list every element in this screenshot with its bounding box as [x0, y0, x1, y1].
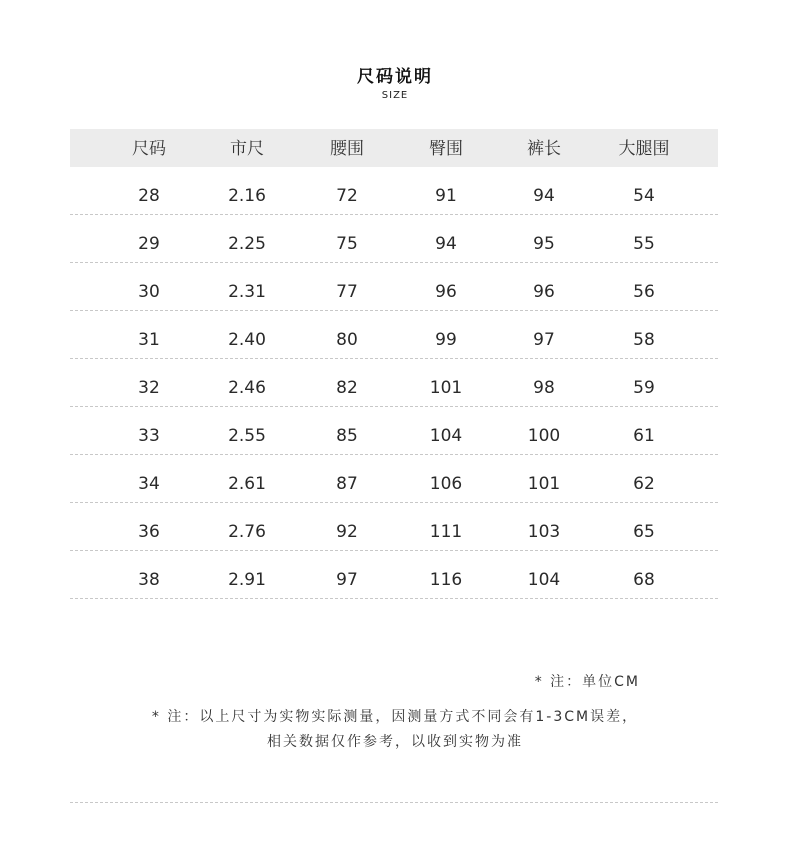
table-cell: 29 — [138, 234, 160, 254]
table-cell: 82 — [336, 378, 358, 398]
table-cell: 116 — [429, 570, 463, 590]
table-cell: 68 — [633, 570, 655, 590]
header-size: 尺码 — [132, 139, 166, 159]
table-row — [70, 455, 718, 503]
table-cell: 100 — [527, 426, 561, 446]
table-cell: 33 — [138, 426, 160, 446]
table-cell: 62 — [633, 474, 655, 494]
table-cell: 55 — [633, 234, 655, 254]
bottom-divider — [70, 802, 718, 803]
table-cell: 38 — [138, 570, 160, 590]
table-cell: 96 — [435, 282, 457, 302]
table-cell: 2.40 — [228, 330, 266, 350]
header-market-size: 市尺 — [230, 139, 264, 159]
table-row — [70, 311, 718, 359]
table-row — [70, 407, 718, 455]
table-cell: 103 — [527, 522, 561, 542]
page-subtitle: SIZE — [381, 90, 409, 101]
table-cell: 2.16 — [228, 186, 266, 206]
header-thigh: 大腿围 — [618, 139, 670, 159]
table-cell: 32 — [138, 378, 160, 398]
table-row — [70, 551, 718, 599]
table-cell: 98 — [533, 378, 555, 398]
table-row — [70, 263, 718, 311]
table-cell: 2.76 — [228, 522, 266, 542]
table-cell: 92 — [336, 522, 358, 542]
table-cell: 94 — [435, 234, 457, 254]
header-hip: 臀围 — [429, 139, 463, 159]
table-cell: 34 — [138, 474, 160, 494]
table-cell: 97 — [533, 330, 555, 350]
table-cell: 54 — [633, 186, 655, 206]
measurement-note: * 注：以上尺寸为实物实际测量，因测量方式不同会有1-3CM误差， — [151, 709, 639, 725]
table-header-row — [70, 129, 718, 167]
table-cell: 72 — [336, 186, 358, 206]
table-row — [70, 359, 718, 407]
table-cell: 104 — [429, 426, 463, 446]
table-cell: 77 — [336, 282, 358, 302]
table-cell: 30 — [138, 282, 160, 302]
table-cell: 31 — [138, 330, 160, 350]
table-cell: 56 — [633, 282, 655, 302]
table-cell: 59 — [633, 378, 655, 398]
reference-note: 相关数据仅作参考，以收到实物为准 — [267, 734, 523, 750]
table-cell: 101 — [429, 378, 463, 398]
table-cell: 2.46 — [228, 378, 266, 398]
table-cell: 97 — [336, 570, 358, 590]
table-cell: 96 — [533, 282, 555, 302]
table-cell: 36 — [138, 522, 160, 542]
table-row — [70, 215, 718, 263]
table-cell: 85 — [336, 426, 358, 446]
table-row — [70, 503, 718, 551]
table-cell: 2.91 — [228, 570, 266, 590]
table-cell: 2.31 — [228, 282, 266, 302]
table-cell: 75 — [336, 234, 358, 254]
table-cell: 95 — [533, 234, 555, 254]
table-cell: 61 — [633, 426, 655, 446]
table-cell: 87 — [336, 474, 358, 494]
table-cell: 99 — [435, 330, 457, 350]
table-cell: 94 — [533, 186, 555, 206]
table-cell: 2.25 — [228, 234, 266, 254]
header-waist: 腰围 — [330, 139, 364, 159]
table-cell: 28 — [138, 186, 160, 206]
table-cell: 58 — [633, 330, 655, 350]
header-length: 裤长 — [527, 139, 561, 159]
page-title: 尺码说明 — [357, 67, 433, 87]
table-cell: 2.55 — [228, 426, 266, 446]
unit-note: * 注：单位CM — [534, 674, 640, 690]
size-table — [70, 129, 718, 599]
table-cell: 104 — [527, 570, 561, 590]
table-cell: 2.61 — [228, 474, 266, 494]
table-cell: 91 — [435, 186, 457, 206]
table-cell: 65 — [633, 522, 655, 542]
table-cell: 106 — [429, 474, 463, 494]
table-row — [70, 167, 718, 215]
table-cell: 101 — [527, 474, 561, 494]
table-cell: 80 — [336, 330, 358, 350]
table-cell: 111 — [429, 522, 463, 542]
